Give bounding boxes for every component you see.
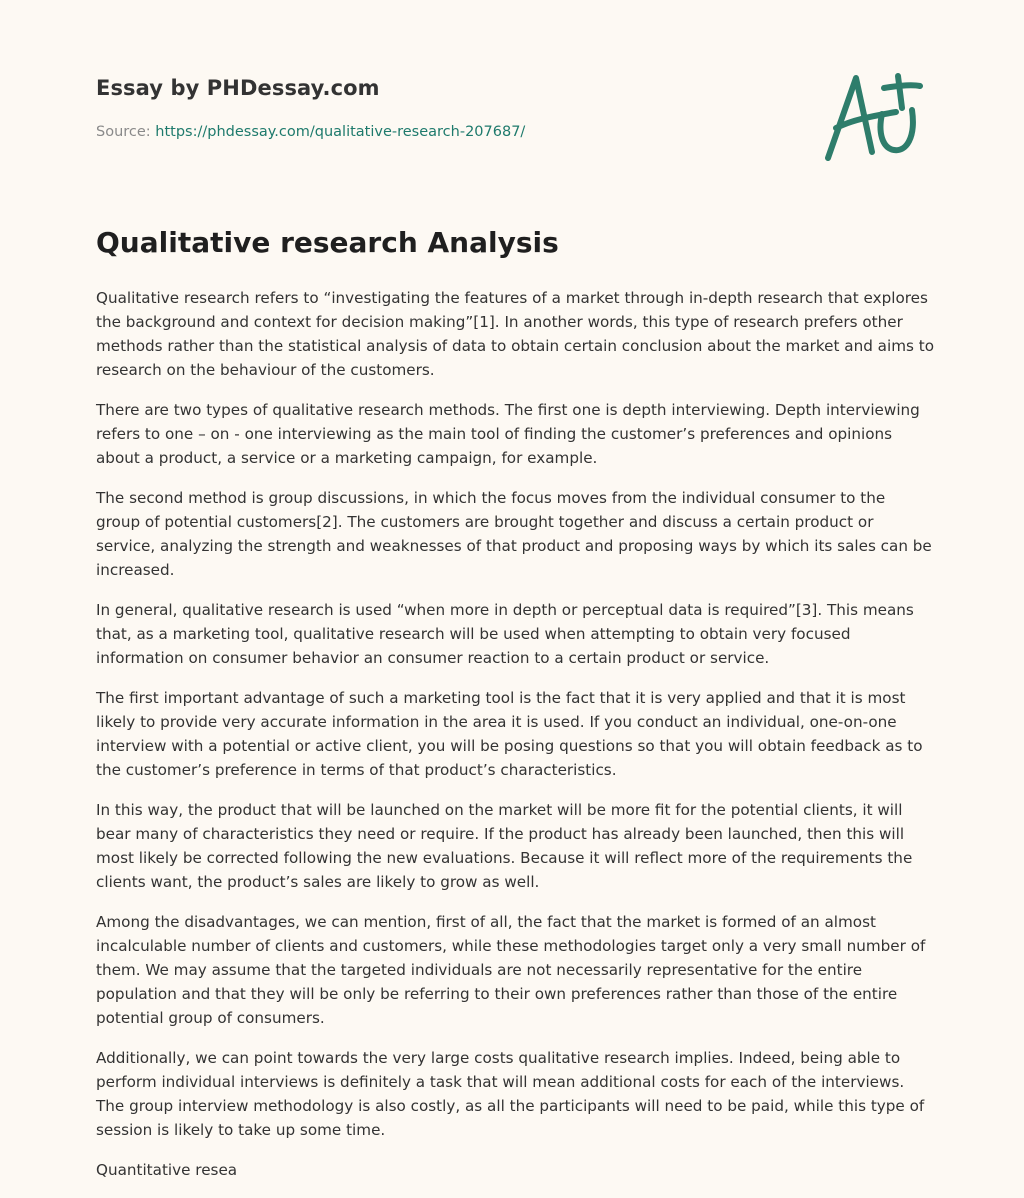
essay-paragraph-truncated: Quantitative resea: [96, 1161, 238, 1179]
source-label: Source:: [96, 124, 156, 140]
essay-paragraph: The second method is group discussions, in which the focus moves from the individual consumer to the group of potential customers[2]. The customers are brought together and discuss a certain product or service, analyzing the strength and weaknesses of that product and proposing ways by which its sales can be increased.: [96, 489, 932, 579]
page-header: [96, 0, 936, 180]
essay-paragraph: Qualitative research refers to “investigating the features of a market through in-depth research that explores the background and context for decision making”[1]. In another words, this type of research prefers other methods rather than the statistical analysis of data to obtain certain conclusion about the market and aims to research on the behaviour of the customers.: [96, 289, 934, 379]
site-brand: Essay by PHDessay.com: [96, 76, 380, 100]
essay-paragraph: Among the disadvantages, we can mention, first of all, the fact that the market is formed of an almost incalculable number of clients and customers, while these methodologies target only a very small number of them. We may assume that the targeted individuals are not necessarily representative for the entire population and that they will be only be referring to their own preferences rather than those of the entire potential group of consumers.: [96, 913, 926, 1027]
essay-paragraph: Additionally, we can point towards the very large costs qualitative research implies. Indeed, being able to perform individual interviews is definitely a task that will mean additional costs for each of the interviews. The group interview methodology is also costly, as all the participants will need to be paid, while this type of session is likely to take up some time.: [96, 1049, 925, 1139]
essay-paragraph: In this way, the product that will be launched on the market will be more fit for the potential clients, it will bear many of characteristics they need or require. If the product has already been launched, then this will most likely be corrected following the new evaluations. Because it will reflect more of the requirements the clients want, the product’s sales are likely to grow as well.: [96, 801, 913, 891]
essay-paragraph: The first important advantage of such a marketing tool is the fact that it is very applied and that it is most likely to provide very accurate information in the area it is used. If you conduct an individual, one-on-one interview with a potential or active client, you will be posing questions so that you will obtain feedback as to the customer’s preference in terms of that product’s characteristics.: [96, 689, 923, 779]
source-line: [96, 124, 525, 140]
a-plus-logo-icon: [822, 66, 926, 166]
essay-paragraph: There are two types of qualitative research methods. The first one is depth interviewing. Depth interviewing refers to one – on - one interviewing as the main tool of finding the customer’s preferences and opinions about a product, a service or a marketing campaign, for example.: [96, 401, 920, 467]
essay-title: Qualitative research Analysis: [96, 226, 559, 259]
essay-paragraph: In general, qualitative research is used “when more in depth or perceptual data is required”[3]. This means that, as a marketing tool, qualitative research will be used when attempting to obtain very focused information on consumer behavior an consumer reaction to a certain product or service.: [96, 601, 914, 667]
source-link[interactable]: https://phdessay.com/qualitative-research-207687/: [155, 124, 526, 140]
a-plus-logo-graphic: [822, 66, 926, 166]
essay-body: [96, 286, 934, 1198]
